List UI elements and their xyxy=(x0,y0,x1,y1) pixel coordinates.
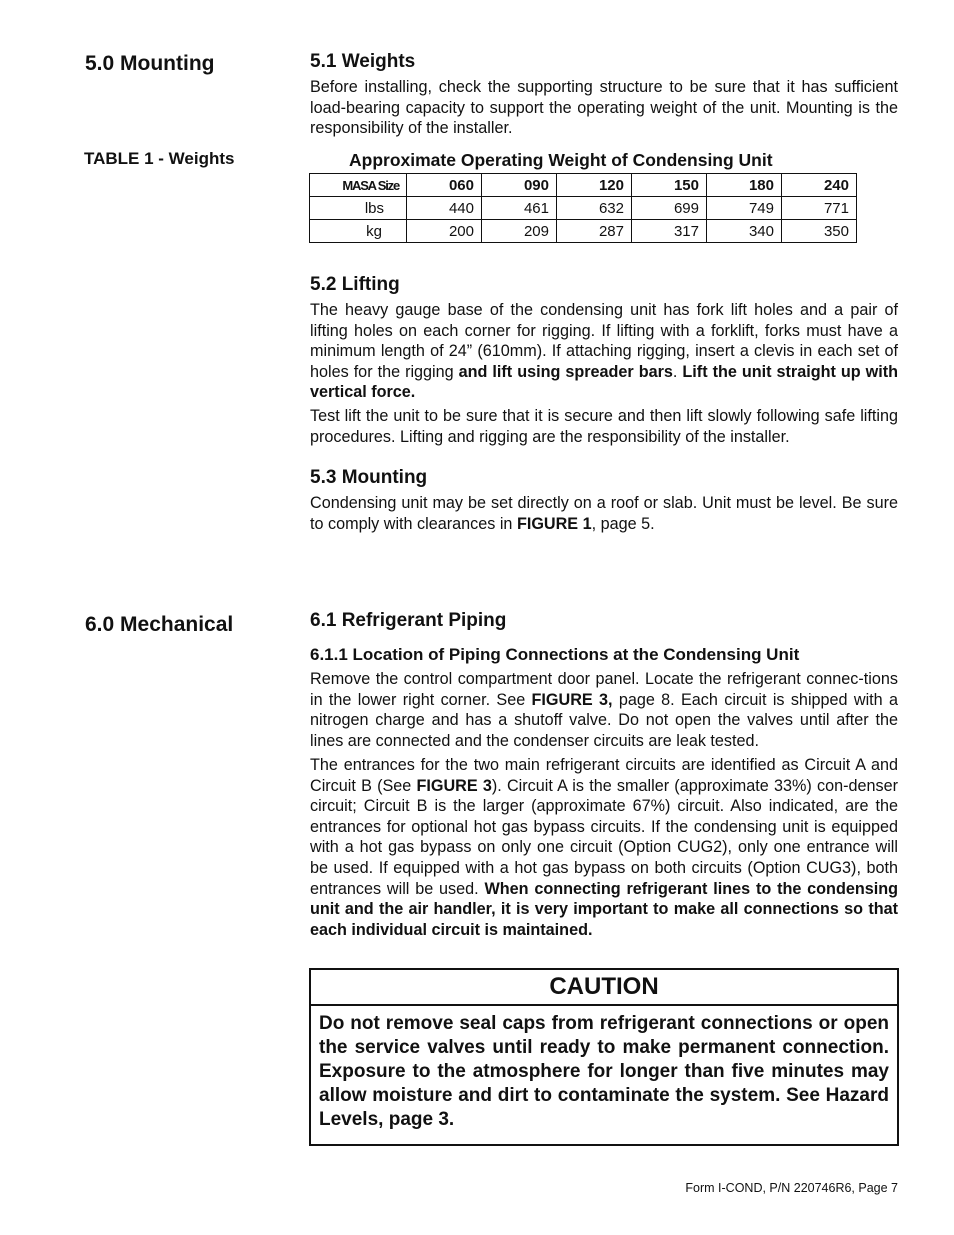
lifting-text: . xyxy=(672,362,683,381)
value-cell: 771 xyxy=(782,197,857,220)
section-heading-mounting: 5.0 Mounting xyxy=(85,52,215,75)
value-cell: 200 xyxy=(407,220,482,243)
table-caption: TABLE 1 - Weights xyxy=(84,149,235,168)
weights-paragraph: Before installing, check the supporting structure to be sure that it has sufficient load-bearing capacity to support the operating weight of the unit. Mounting is the responsibility of the installer. xyxy=(310,78,898,138)
value-cell: 749 xyxy=(707,197,782,220)
size-cell: 090 xyxy=(482,174,557,197)
table-row xyxy=(310,220,857,243)
piping-paragraph-1 xyxy=(310,669,898,751)
value-cell: 699 xyxy=(632,197,707,220)
size-cell: 120 xyxy=(557,174,632,197)
section-heading-mechanical: 6.0 Mechanical xyxy=(85,613,234,636)
size-cell: 150 xyxy=(632,174,707,197)
weights-table xyxy=(309,173,857,243)
piping-subheading: 6.1.1 Location of Piping Connections at the Condensing Unit xyxy=(310,645,800,664)
unit-cell: lbs xyxy=(310,197,407,220)
table-row xyxy=(310,197,857,220)
piping-emphasis: When connecting refrigerant lines to the condensing unit and the air handler, it is very important to make all connections so that each individual circuit is maintained. xyxy=(310,879,898,939)
caution-text: Do not remove seal caps from refrigerant connections or open the service valves until ready to make permanent connection. Exposure to the atmosphere for longer than five minutes may allow moisture and dirt to contaminate the system. See Hazard Levels, page 3. xyxy=(319,1013,889,1130)
weights-heading: 5.1 Weights xyxy=(310,51,416,72)
piping-text: ). Circuit A is the smaller (approximate 33%) con-denser circuit; Circuit B is the larger (approximate 67%) circuit. Also indicated, are the entrances for optional hot gas bypass circuits. If the condensing unit is equipped with a hot gas bypass on only one circuit (Option CUG2), only one entrance will be used. If equipped with a hot gas bypass on both circuits (Option CUG3), both entrances will be used. xyxy=(310,776,898,898)
lifting-heading: 5.2 Lifting xyxy=(310,274,400,295)
unit-cell: kg xyxy=(310,220,407,243)
lifting-emphasis: and lift using spreader bars xyxy=(458,362,673,381)
weights-table-title: Approximate Operating Weight of Condensing Unit xyxy=(349,150,773,170)
size-cell: 060 xyxy=(407,174,482,197)
lifting-paragraph-1 xyxy=(310,300,898,403)
mounting-heading: 5.3 Mounting xyxy=(310,467,428,488)
piping-heading: 6.1 Refrigerant Piping xyxy=(310,610,507,631)
value-cell: 287 xyxy=(557,220,632,243)
page-footer: Form I-COND, P/N 220746R6, Page 7 xyxy=(685,1181,898,1195)
value-cell: 317 xyxy=(632,220,707,243)
value-cell: 209 xyxy=(482,220,557,243)
mounting-text: , page 5. xyxy=(591,514,655,533)
header-label-cell: MASA Size xyxy=(310,174,407,197)
figure-reference: FIGURE 3 xyxy=(416,776,492,795)
lifting-text: The heavy gauge base of the condensing unit has fork lift holes and a pair of lifting holes on each corner for rigging. If lifting with a forklift, forks must have a minimum length of 24” (610mm). If attaching rigging, insert a clevis in each set of holes for the rigging xyxy=(310,301,898,381)
piping-paragraph-2 xyxy=(310,755,898,940)
value-cell: 632 xyxy=(557,197,632,220)
caution-box xyxy=(309,968,899,1146)
lifting-emphasis: Lift the unit straight up with vertical force. xyxy=(310,362,898,402)
piping-text: page 8. Each circuit is shipped with a nitrogen charge and has a shutoff valve. Do not open the valves until after the lines are connected and the condenser circuits are leak tested. xyxy=(310,690,898,750)
piping-text: The entrances for the two main refrigerant circuits are identified as Circuit A and Circuit B (See xyxy=(310,756,898,795)
value-cell: 440 xyxy=(407,197,482,220)
figure-reference: FIGURE 3, xyxy=(531,690,613,709)
mounting-paragraph xyxy=(310,493,898,534)
value-cell: 340 xyxy=(707,220,782,243)
figure-reference: FIGURE 1 xyxy=(516,514,592,533)
caution-title: CAUTION xyxy=(311,970,897,1006)
size-cell: 180 xyxy=(707,174,782,197)
table-header-row xyxy=(310,174,857,197)
value-cell: 461 xyxy=(482,197,557,220)
piping-text: Remove the control compartment door panel. Locate the refrigerant connec-tions in the lower right corner. See xyxy=(310,670,898,709)
lifting-paragraph-2: Test lift the unit to be sure that it is secure and then lift slowly following safe lifting procedures. Lifting and rigging are the responsibility of the installer. xyxy=(310,407,898,446)
size-cell: 240 xyxy=(782,174,857,197)
mounting-text: Condensing unit may be set directly on a roof or slab. Unit must be level. Be sure to comply with clearances in xyxy=(310,494,898,533)
value-cell: 350 xyxy=(782,220,857,243)
